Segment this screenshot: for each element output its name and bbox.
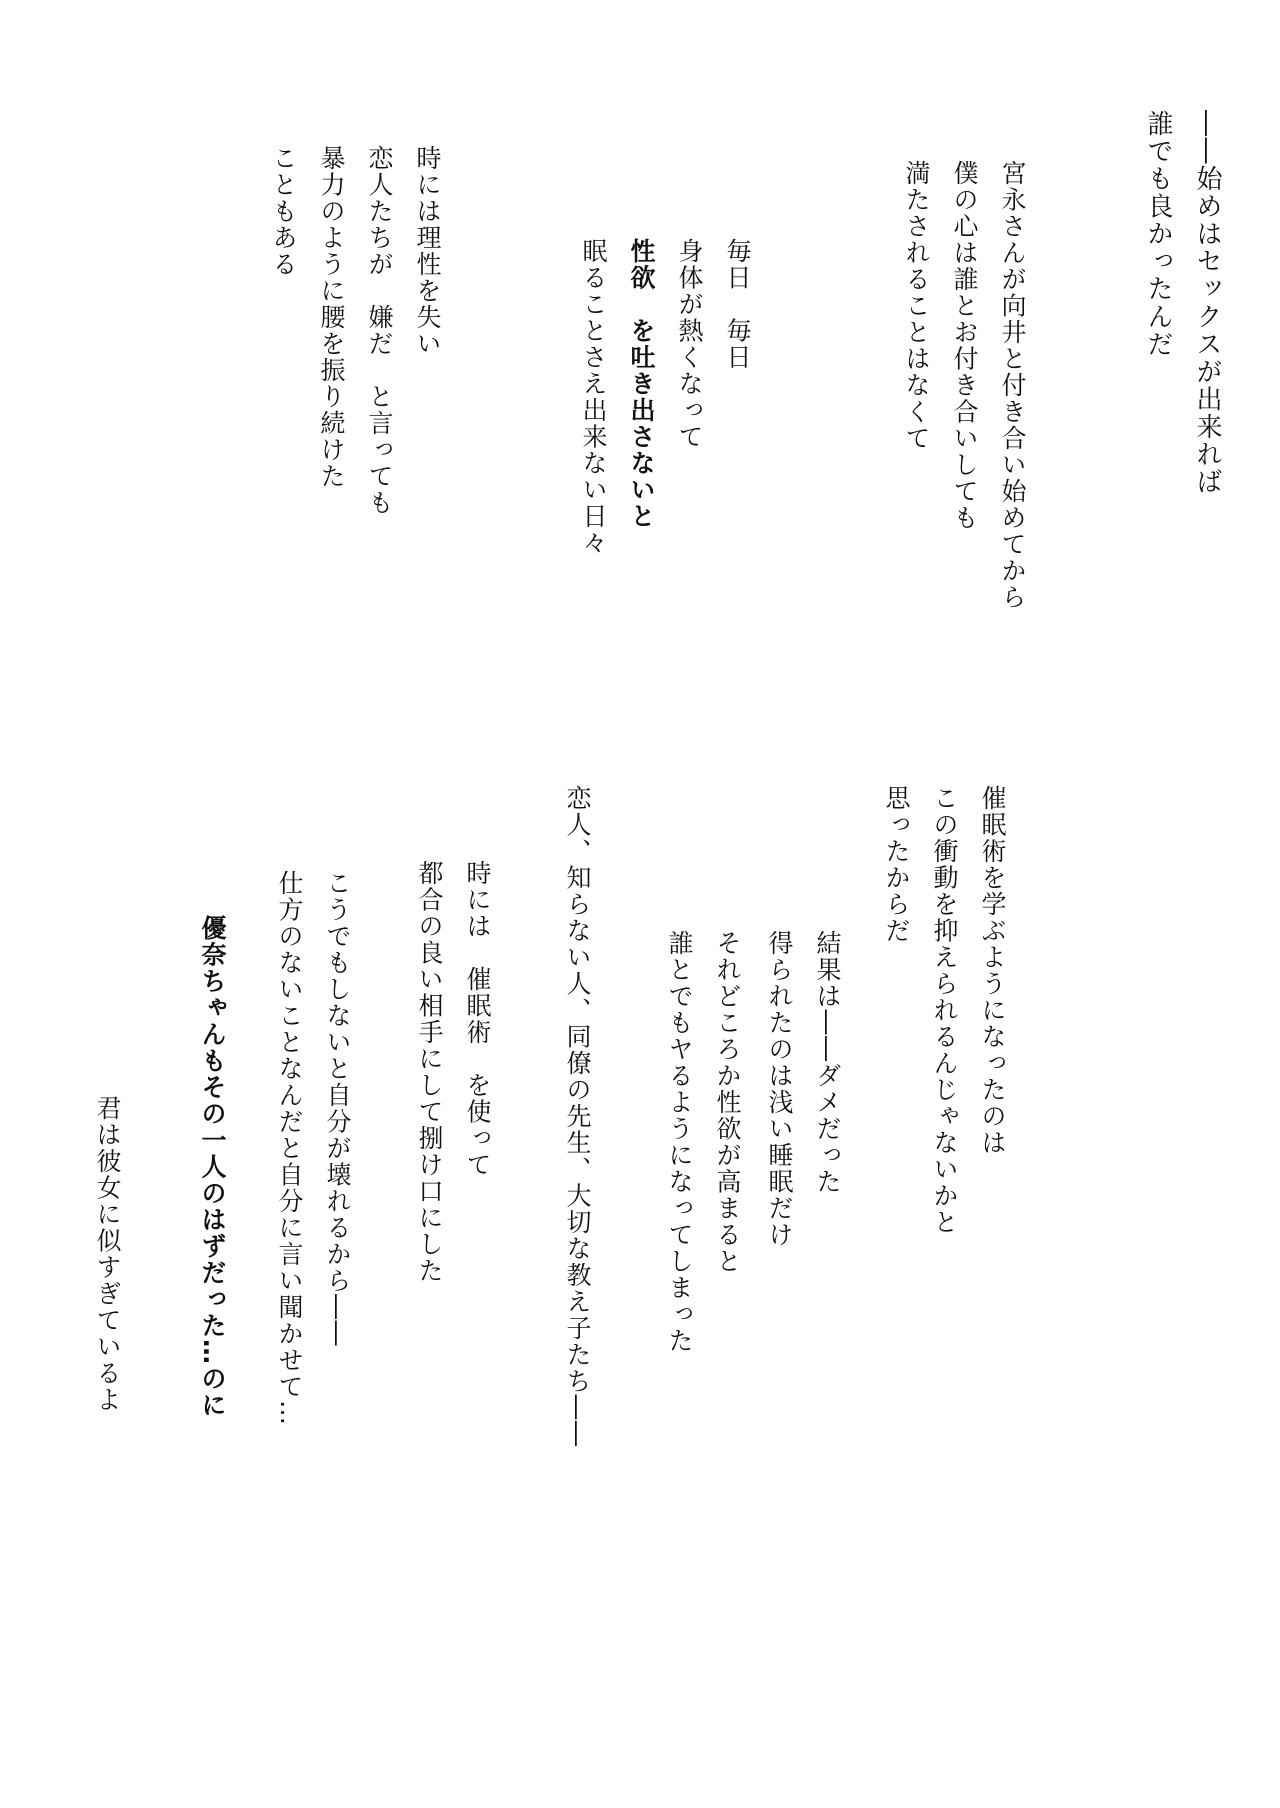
text-line: 時には理性を失い: [413, 145, 442, 357]
text-line: 暴力のように腰を振り続けた: [317, 145, 346, 490]
text-line: 恋人たちが 嫌だ と言っても: [365, 145, 394, 516]
text-line: 時には 催眠術 を使って: [463, 860, 492, 1178]
text-line: 思ったからだ: [882, 785, 911, 944]
text-line: 誰とでもヤるようになってしまった: [665, 930, 694, 1354]
text-line: 催眠術を学ぶようになったのは: [978, 785, 1007, 1156]
text-line: 都合の良い相手にして捌け口にした: [415, 860, 444, 1284]
text-line: 恋人、知らない人、同僚の先生、大切な教え子たち――: [563, 785, 592, 1448]
text-line: この衝動を抑えられるんじゃないかと: [930, 785, 959, 1236]
text-line: こうでもしないと自分が壊れるから――: [323, 870, 352, 1347]
text-line: こともある: [269, 145, 298, 278]
text-line: 眠ることさえ出来ない日々: [579, 238, 608, 556]
text-line-emphasis: 優奈ちゃんもその一人のはずだった…のに: [198, 915, 227, 1419]
text-line: 身体が熱くなって: [675, 238, 704, 450]
text-line: 満たされることはなくて: [902, 160, 931, 452]
text-line: 得られたのは浅い睡眠だけ: [765, 930, 794, 1248]
text-line: 宮永さんが向井と付き合い始めてから: [998, 160, 1027, 611]
text-line: ――始めはセックスが出来れば: [1192, 110, 1222, 496]
text-line: 誰でも良かったんだ: [1143, 110, 1173, 359]
text-line: 仕方のないことなんだと自分に言い聞かせて…: [275, 870, 304, 1427]
text-line-emphasis: 性欲 を吐き出さないと: [627, 238, 656, 530]
text-line: 僕の心は誰とお付き合いしても: [950, 160, 979, 531]
text-line: 君は彼女に似すぎているよ: [93, 1095, 122, 1413]
text-line: 毎日 毎日: [723, 238, 752, 371]
text-line: それどころか性欲が高まると: [713, 930, 742, 1275]
text-line: 結果は――ダメだった: [813, 930, 842, 1195]
